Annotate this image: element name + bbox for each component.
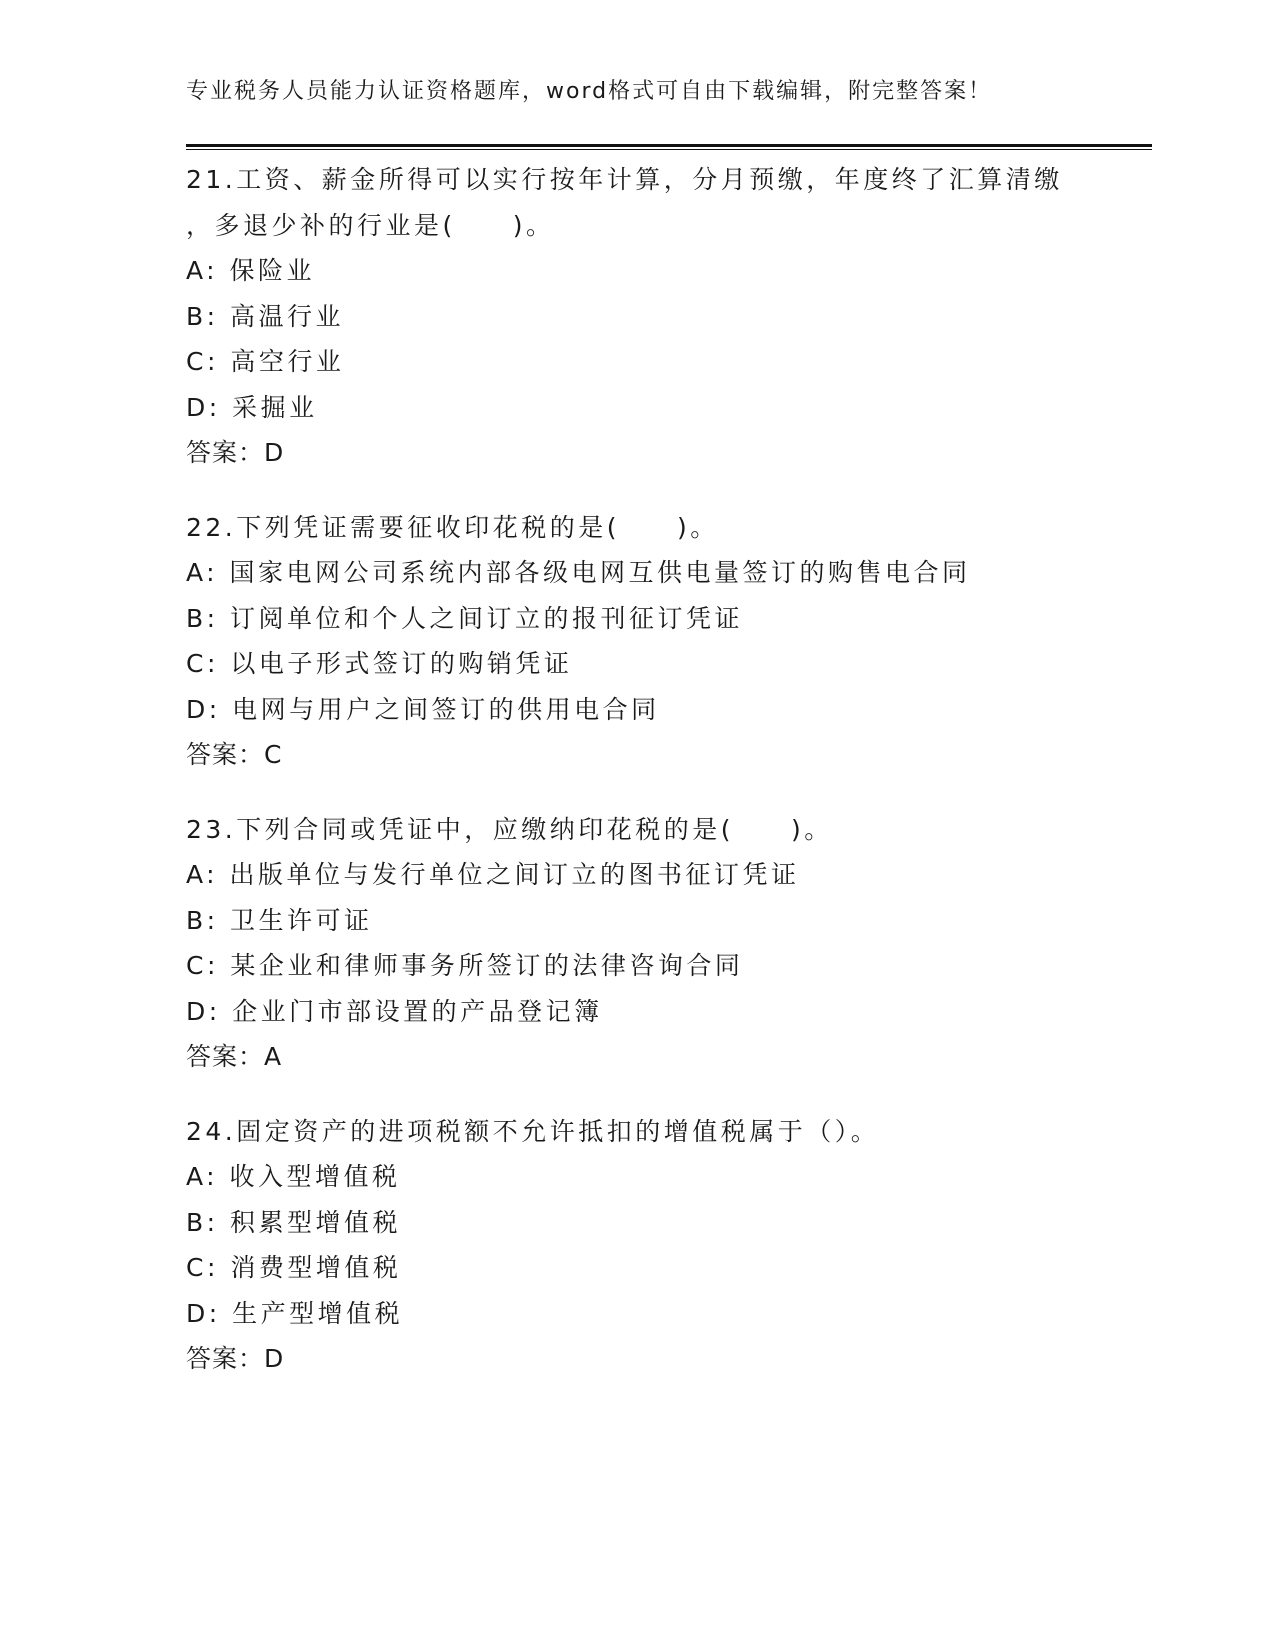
option-d: D: 电网与用户之间签订的供用电合同 [186, 694, 660, 724]
answer: 答案：D [186, 438, 285, 467]
question-list [186, 157, 1086, 1411]
question-24 [186, 1109, 1086, 1382]
page-header: 专业税务人员能力认证资格题库，word格式可自由下载编辑，附完整答案！ [186, 79, 993, 104]
option-c: C: 某企业和律师事务所签订的法律咨询合同 [186, 951, 744, 980]
option-c: C: 消费型增值税 [186, 1253, 402, 1282]
question-text: 21.工资、薪金所得可以实行按年计算，分月预缴，年度终了汇算清缴 [186, 165, 1063, 194]
option-d: D: 企业门市部设置的产品登记簿 [186, 996, 603, 1026]
option-a: A: 保险业 [186, 256, 316, 285]
option-b: B: 订阅单位和个人之间订立的报刊征订凭证 [186, 603, 744, 633]
question-23 [186, 807, 1086, 1080]
option-a: A: 收入型增值税 [186, 1162, 401, 1191]
question-text: 23.下列合同或凭证中，应缴纳印花税的是( )。 [186, 814, 833, 844]
question-text: 22.下列凭证需要征收印花税的是( )。 [186, 512, 719, 542]
option-c: C: 以电子形式签订的购销凭证 [186, 649, 573, 678]
option-b: B: 积累型增值税 [186, 1207, 402, 1237]
option-b: B: 高温行业 [186, 301, 345, 331]
question-22 [186, 505, 1086, 778]
option-c: C: 高空行业 [186, 347, 345, 376]
header-divider [186, 144, 1152, 150]
option-a: A: 出版单位与发行单位之间订立的图书征订凭证 [186, 860, 800, 889]
option-d: D: 采掘业 [186, 392, 318, 422]
question-text: 24.固定资产的进项税额不允许抵扣的增值税属于（）。 [186, 1116, 880, 1146]
option-b: B: 卫生许可证 [186, 905, 373, 935]
option-a: A: 国家电网公司系统内部各级电网互供电量签订的购售电合同 [186, 558, 971, 587]
answer: 答案：C [186, 740, 283, 769]
question-text: ，多退少补的行业是( )。 [186, 210, 555, 240]
option-d: D: 生产型增值税 [186, 1298, 404, 1328]
answer: 答案：D [186, 1344, 285, 1373]
answer: 答案：A [186, 1042, 283, 1071]
question-21 [186, 157, 1086, 476]
